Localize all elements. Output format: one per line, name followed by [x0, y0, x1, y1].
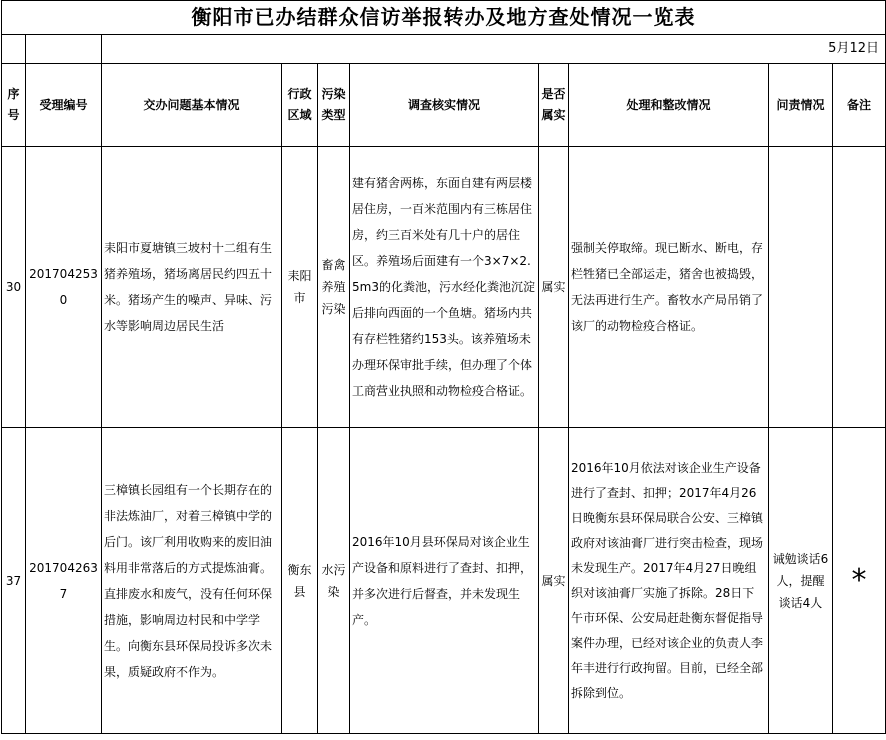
cell-remarks: [833, 147, 886, 428]
header-pollution: 污染类型: [318, 64, 350, 147]
cell-region: 耒阳市: [282, 147, 318, 428]
cell-accountability: [769, 147, 833, 428]
cell-handling: 强制关停取缔。现已断水、断电，存栏牲猪已全部运走，猪舍也被捣毁，无法再进行生产。畜牧水产局吊销了该厂的动物检疫合格证。: [569, 147, 769, 428]
header-investigation: 调查核实情况: [350, 64, 539, 147]
header-issue: 交办问题基本情况: [102, 64, 282, 147]
header-remarks: 备注: [833, 64, 886, 147]
cell-handling: 2016年10月依法对该企业生产设备进行了查封、扣押；2017年4月26日晚衡东县环保局联合公安、三樟镇政府对该油膏厂进行突击检查，现场未发现生产。2017年4月27日晚组织对该油膏厂实施了拆除。28日下午市环保、公安局赶赴衡东督促指导案件办理，已经对该企业的负责人李年丰进行行政拘留。目前，已经全部拆除到位。: [569, 428, 769, 734]
title-row: [2, 1, 886, 35]
cell-remarks: *: [833, 428, 886, 734]
table-row: [2, 147, 886, 428]
table-row: [2, 428, 886, 734]
cell-pollution: 畜禽养殖污染: [318, 147, 350, 428]
cell-seq: 37: [2, 428, 26, 734]
page-title: 衡阳市已办结群众信访举报转办及地方查处情况一览表: [2, 1, 886, 35]
cell-investigation: 2016年10月县环保局对该企业生产设备和原料进行了查封、扣押，并多次进行后督查，并未发现生产。: [350, 428, 539, 734]
cell-verified: 属实: [539, 428, 569, 734]
header-region: 行政区域: [282, 64, 318, 147]
cell-issue: 三樟镇长园组有一个长期存在的非法炼油厂，对着三樟镇中学的后门。该厂利用收购来的废旧油料用非常落后的方式提炼油膏。直排废水和废气，没有任何环保措施，影响周边村民和中学学生。向衡东县环保局投诉多次未果，质疑政府不作为。: [102, 428, 282, 734]
report-table: [1, 0, 886, 734]
cell-investigation: 建有猪舍两栋，东面自建有两层楼居住房，一百米范围内有三栋居住房，约三百米处有几十户的居住区。养殖场后面建有一个3×7×2.5m3的化粪池，污水经化粪池沉淀后排向西面的一个鱼塘。猪场内共有存栏牲猪约153头。该养殖场未办理环保审批手续，但办理了个体工商营业执照和动物检疫合格证。: [350, 147, 539, 428]
header-row: [2, 64, 886, 147]
header-handling: 处理和整改情况: [569, 64, 769, 147]
cell-id: 2017042530: [26, 147, 102, 428]
cell-id: 2017042637: [26, 428, 102, 734]
header-verified: 是否属实: [539, 64, 569, 147]
cell-accountability: 诫勉谈话6人，提醒谈话4人: [769, 428, 833, 734]
cell-issue: 耒阳市夏塘镇三坡村十二组有生猪养殖场，猪场离居民约四五十米。猪场产生的噪声、异味、污水等影响周边居民生活: [102, 147, 282, 428]
cell-region: 衡东县: [282, 428, 318, 734]
cell-verified: 属实: [539, 147, 569, 428]
header-seq: 序号: [2, 64, 26, 147]
cell-pollution: 水污染: [318, 428, 350, 734]
report-date: 5月12日: [102, 35, 886, 64]
header-accountability: 问责情况: [769, 64, 833, 147]
date-row-cell: [2, 35, 26, 64]
date-row: [2, 35, 886, 64]
header-id: 受理编号: [26, 64, 102, 147]
cell-seq: 30: [2, 147, 26, 428]
date-row-cell: [26, 35, 102, 64]
